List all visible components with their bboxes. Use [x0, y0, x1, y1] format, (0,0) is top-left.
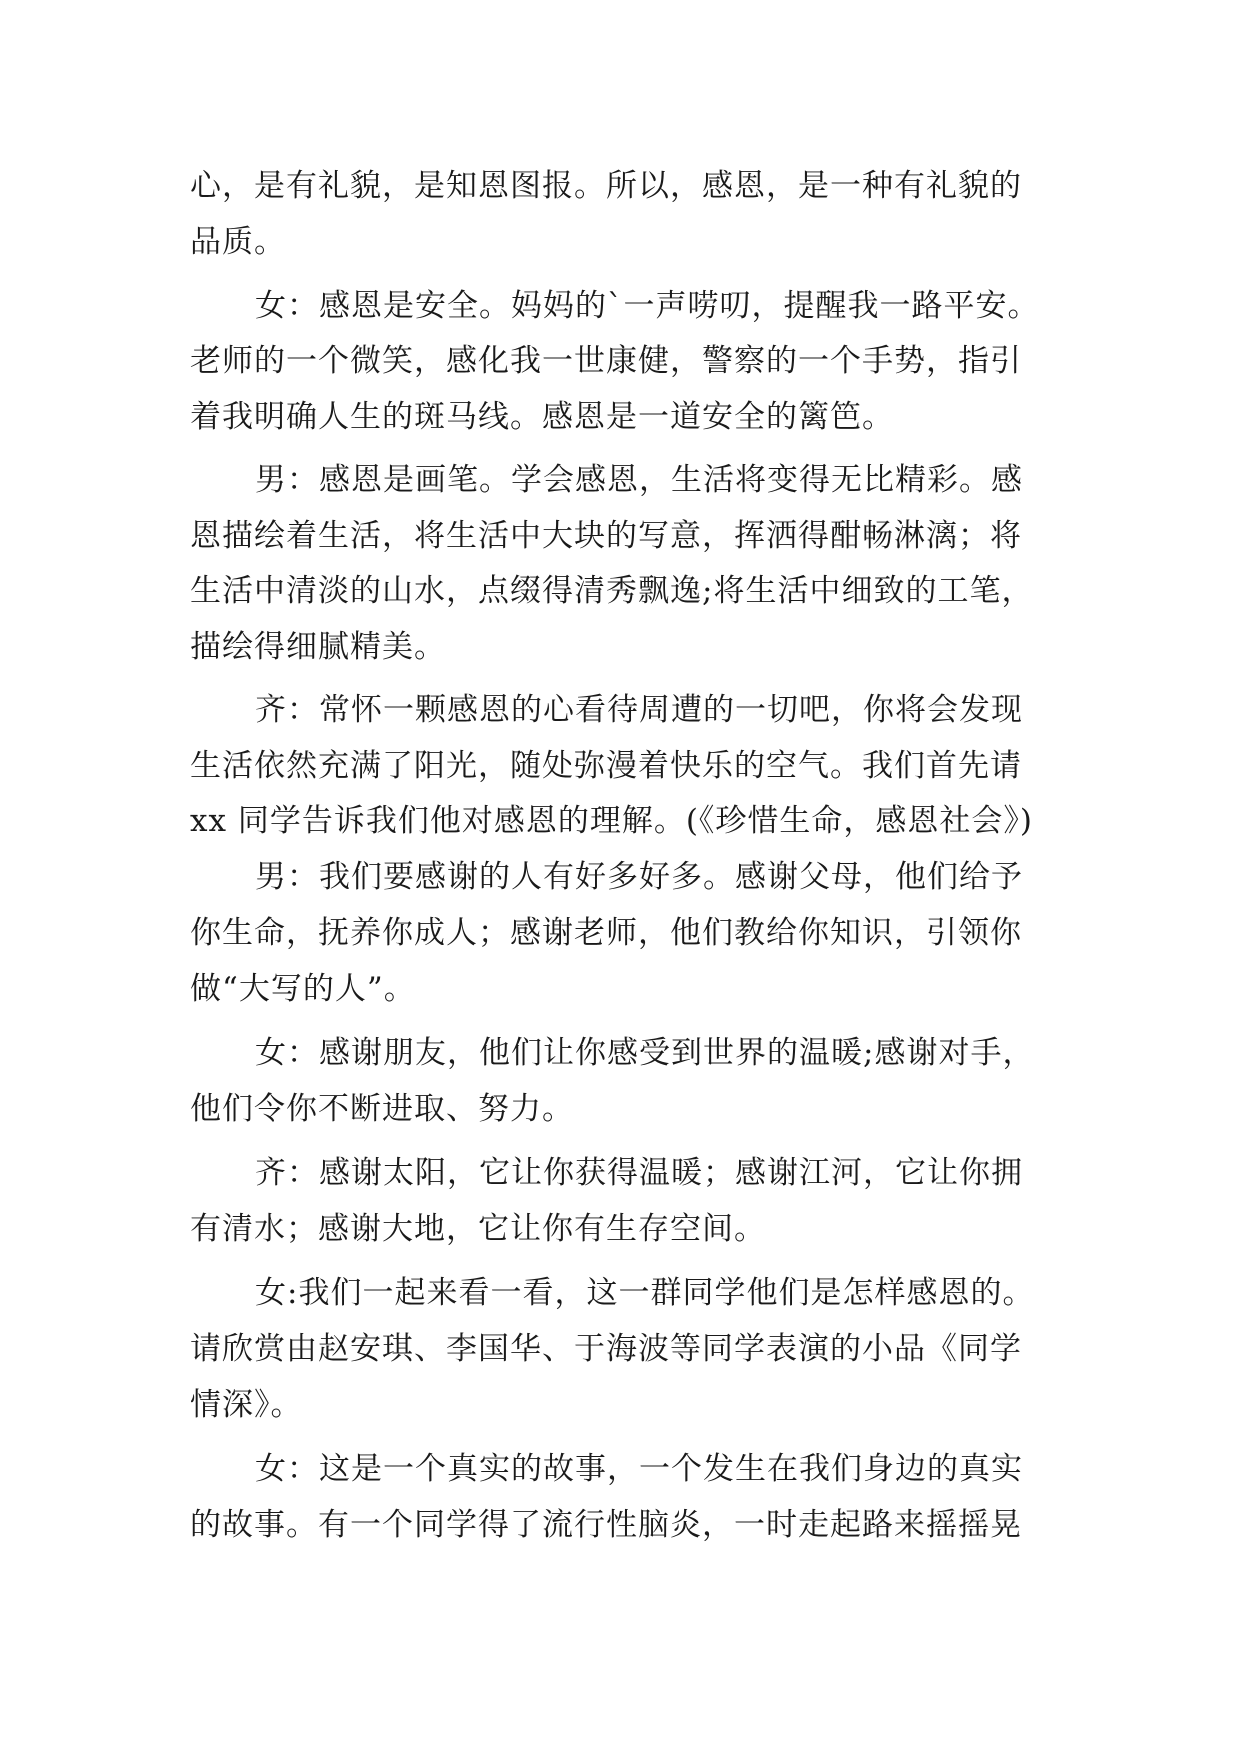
- text-line: 请欣赏由赵安琪、李国华、于海波等同学表演的小品《同学: [190, 1331, 1022, 1367]
- text-line: 老师的一个微笑，感化我一世康健，警察的一个手势，指引: [190, 343, 1022, 379]
- text-line: 心，是有礼貌，是知恩图报。所以，感恩，是一种有礼貌的: [190, 168, 1022, 204]
- text-line: 他们令你不断进取、努力。: [190, 1091, 574, 1127]
- text-line: 的故事。有一个同学得了流行性脑炎，一时走起路来摇摇晃: [190, 1507, 1022, 1543]
- text-line: 品质。: [190, 224, 286, 260]
- paragraph-start-line: 男：我们要感谢的人有好多好多。感谢父母，他们给予: [255, 859, 1023, 895]
- paragraph-start-line: 女:我们一起来看一看，这一群同学他们是怎样感恩的。: [255, 1275, 1035, 1311]
- text-line: 着我明确人生的斑马线。感恩是一道安全的篱笆。: [190, 399, 894, 435]
- text-line: 做“大写的人”。: [190, 971, 416, 1007]
- text-line: 有清水；感谢大地，它让你有生存空间。: [190, 1211, 766, 1247]
- paragraph-start-line: 女：感恩是安全。妈妈的`一声唠叨，提醒我一路平安。: [255, 288, 1040, 324]
- paragraph-start-line: 男：感恩是画笔。学会感恩，生活将变得无比精彩。感: [255, 462, 1023, 498]
- text-line: 生活中清淡的山水，点缀得清秀飘逸;将生活中细致的工笔，: [190, 573, 1034, 609]
- paragraph-start-line: 女：这是一个真实的故事，一个发生在我们身边的真实: [255, 1451, 1023, 1487]
- paragraph-start-line: 女：感谢朋友，他们让你感受到世界的温暖;感谢对手，: [255, 1035, 1035, 1071]
- text-line: 你生命，抚养你成人；感谢老师，他们教给你知识，引领你: [190, 915, 1022, 951]
- text-line: 描绘得细腻精美。: [190, 629, 446, 665]
- text-line: xx 同学告诉我们他对感恩的理解。(《珍惜生命，感恩社会》): [190, 803, 1034, 839]
- text-line: 情深》。: [190, 1387, 303, 1423]
- text-line: 生活依然充满了阳光，随处弥漫着快乐的空气。我们首先请: [190, 748, 1022, 784]
- paragraph-start-line: 齐：常怀一颗感恩的心看待周遭的一切吧，你将会发现: [255, 692, 1023, 728]
- paragraph-start-line: 齐：感谢太阳，它让你获得温暖；感谢江河，它让你拥: [255, 1155, 1023, 1191]
- text-line: 恩描绘着生活，将生活中大块的写意，挥洒得酣畅淋漓；将: [190, 518, 1022, 554]
